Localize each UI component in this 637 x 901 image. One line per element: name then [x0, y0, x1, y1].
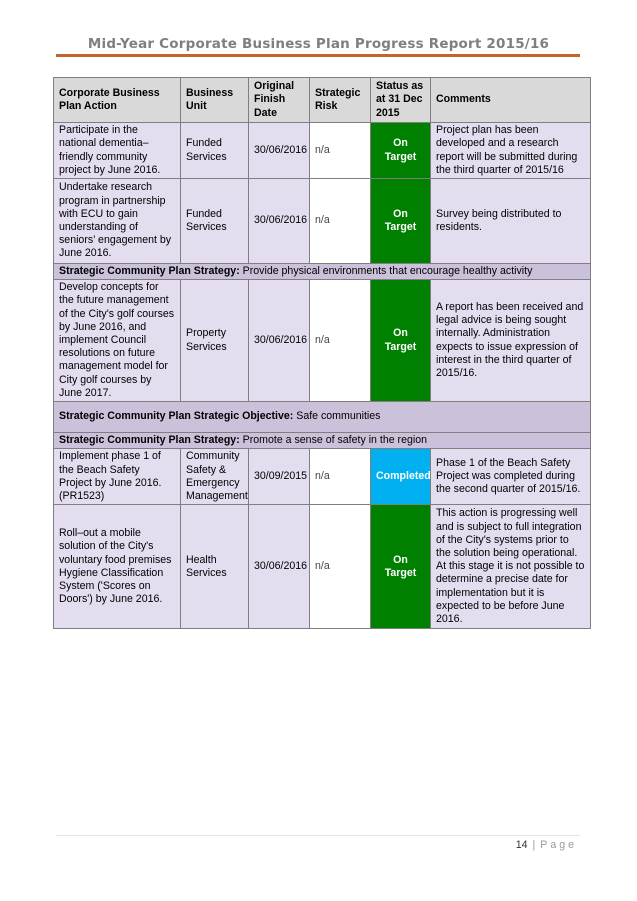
date-cell: 30/06/2016 [249, 123, 310, 179]
comment-cell: Phase 1 of the Beach Safety Project was completed during the second quarter of 2015/16. [431, 449, 591, 505]
risk-cell: n/a [310, 449, 371, 505]
date-cell: 30/06/2016 [249, 280, 310, 402]
column-header-risk: Strategic Risk [310, 78, 371, 123]
page-word: Page [540, 839, 577, 851]
report-title: Mid-Year Corporate Business Plan Progress Report 2015/16 [87, 36, 550, 52]
strategy-label: Strategic Community Plan Strategy: [59, 434, 240, 447]
status-badge: Completed [371, 449, 431, 505]
date-cell: 30/09/2015 [249, 449, 310, 505]
date-cell: 30/06/2016 [249, 505, 310, 629]
comment-cell: Survey being distributed to residents. [431, 179, 591, 264]
page-separator: | [532, 839, 536, 851]
comment-cell: Project plan has been developed and a research report will be submitted during the third quarter of 2015/16 [431, 123, 591, 179]
page-number [516, 839, 577, 851]
column-header-unit: Business Unit [181, 78, 249, 123]
column-header-status: Status as at 31 Dec 2015 [371, 78, 431, 123]
date-cell: 30/06/2016 [249, 179, 310, 264]
objective-heading [54, 402, 591, 433]
table-row [54, 449, 591, 505]
unit-cell: Property Services [181, 280, 249, 402]
table-row [54, 179, 591, 264]
column-header-action: Corporate Business Plan Action [54, 78, 181, 123]
strategy-heading [54, 264, 591, 280]
strategy-row [54, 433, 591, 449]
unit-cell: Community Safety & Emergency Management [181, 449, 249, 505]
comment-cell: A report has been received and legal advice is being sought internally. Administration expects to issue expression of interest in the third quarter of 2015/16. [431, 280, 591, 402]
footer-divider [56, 835, 580, 836]
strategy-row [54, 264, 591, 280]
risk-cell: n/a [310, 123, 371, 179]
strategy-label: Strategic Community Plan Strategy: [59, 265, 240, 277]
table-row [54, 280, 591, 402]
risk-cell: n/a [310, 280, 371, 402]
objective-text: Safe communities [293, 410, 381, 423]
action-cell: Participate in the national dementia–friendly community project by June 2016. [54, 123, 181, 179]
strategy-text: Provide physical environments that encourage healthy activity [239, 265, 533, 277]
strategy-heading [54, 433, 591, 449]
table-row [54, 123, 591, 179]
action-cell: Implement phase 1 of the Beach Safety Project by June 2016. (PR1523) [54, 449, 181, 505]
unit-cell: Funded Services [181, 179, 249, 264]
table-row [54, 505, 591, 629]
action-cell: Develop concepts for the future management of the City's golf courses by June 2016, and implement Council resolutions on future management model for City golf courses by June 2017. [54, 280, 181, 402]
comment-cell: This action is progressing well and is subject to full integration of the City's systems prior to the solution being operational. At this stage it is not possible to determine a precise date for implementation but it is expected to be before June 2016. [431, 505, 591, 629]
unit-cell: Health Services [181, 505, 249, 629]
title-underline [56, 54, 580, 57]
status-badge: On Target [371, 123, 431, 179]
status-badge: On Target [371, 179, 431, 264]
objective-label: Strategic Community Plan Strategic Objective: [59, 410, 294, 423]
column-header-date: Original Finish Date [249, 78, 310, 123]
status-badge: On Target [371, 505, 431, 629]
objective-row [54, 402, 591, 433]
unit-cell: Funded Services [181, 123, 249, 179]
action-cell: Undertake research program in partnership with ECU to gain understanding of seniors’ engagement by June 2016. [54, 179, 181, 264]
page-number-value: 14 [515, 839, 528, 851]
risk-cell: n/a [310, 179, 371, 264]
risk-cell: n/a [310, 505, 371, 629]
action-cell: Roll–out a mobile solution of the City's voluntary food premises Hygiene Classification System ('Scores on Doors') by June 2016. [54, 505, 181, 629]
business-plan-table [53, 77, 591, 629]
strategy-text: Promote a sense of safety in the region [239, 434, 427, 447]
status-badge: On Target [371, 280, 431, 402]
table-header-row [54, 78, 591, 123]
column-header-comments: Comments [431, 78, 591, 123]
